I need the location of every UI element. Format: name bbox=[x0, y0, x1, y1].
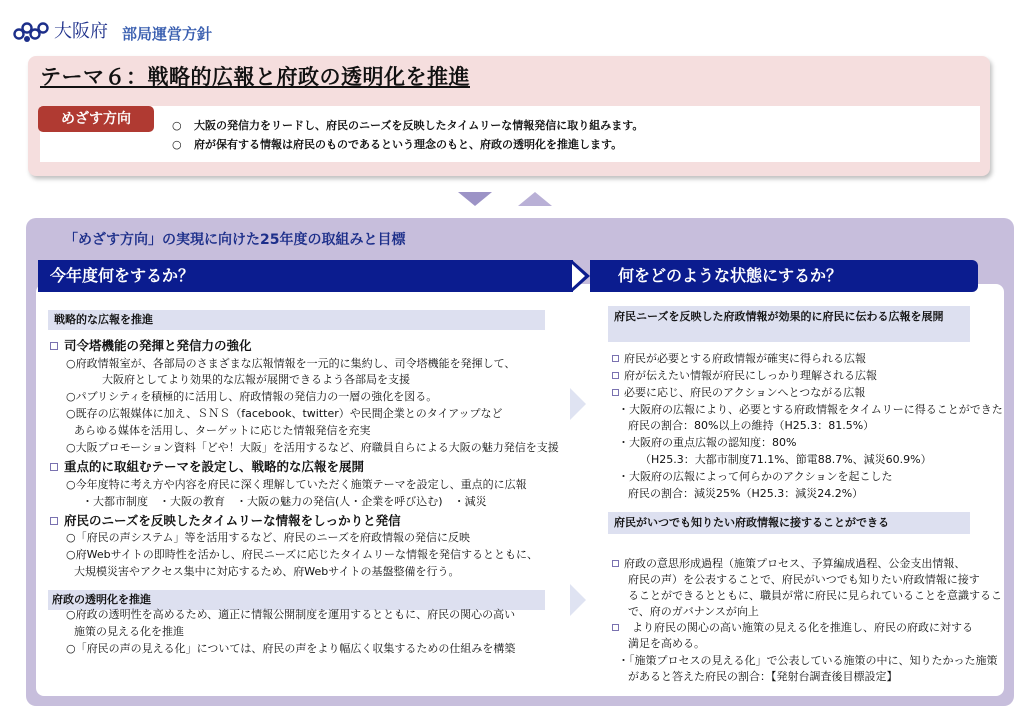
goal-line: で、府のガバナンスが向上 bbox=[628, 605, 759, 618]
square-bullet-icon bbox=[612, 372, 619, 379]
aim-item-text: 大阪の発信力をリードし、府民のニーズを反映したタイムリーな情報発信に取り組みます。 bbox=[194, 119, 644, 132]
aim-item-text: 府が保有する情報は府民のものであるという理念のもと、府政の透明化を推進します。 bbox=[194, 138, 623, 151]
aim-label: めざす方向 bbox=[38, 106, 154, 132]
left-column-title: 今年度何をするか？ bbox=[50, 266, 195, 285]
goal-item bbox=[612, 352, 866, 366]
dept-title: 部局運営方針 bbox=[122, 25, 213, 43]
goal-line: ・「施策プロセスの見える化」で公表している施策の中に、知りたかった施策 bbox=[618, 654, 998, 667]
goal-line: 府民の割合：減災25%（H25.3：減災24.2%） bbox=[628, 487, 864, 500]
goal-line: ることができるとともに、職員が常に府民に見られていることを意識するこ bbox=[628, 589, 1002, 602]
item-line: ○今年度特に考え方や内容を府民に深く理解していただく施策テーマを設定し、重点的に広報 bbox=[66, 478, 527, 491]
item-line: ○府政の透明性を高めるため、適正に情報公開制度を運用するとともに、府民の関心の高い bbox=[66, 608, 516, 621]
goal-line: 府民の割合：80%以上の維持（H25.3：81.5%） bbox=[628, 419, 875, 432]
goal-line: ・大阪府の広報により、必要とする府政情報をタイムリーに得ることができた bbox=[618, 403, 1003, 416]
section-band-strategic-pr: 戦略的な広報を推進 bbox=[48, 310, 545, 330]
plan-heading: 「めざす方向」の実現に向けた25年度の取組みと目標 bbox=[64, 232, 406, 248]
item-heading bbox=[50, 338, 252, 354]
goal-item-text: より府民の関心の高い施策の見える化を推進し、府民の府政に対する bbox=[632, 621, 973, 634]
square-bullet-icon bbox=[50, 342, 58, 350]
item-line: ○大阪プロモーション資料「どや！大阪」を活用するなど、府職員自らによる大阪の魅力発信を支援 bbox=[66, 441, 559, 454]
item-line: ○府政情報室が、各部局のさまざまな広報情報を一元的に集約し、司令塔機能を発揮して、 bbox=[66, 357, 516, 370]
aim-panel bbox=[40, 106, 980, 162]
goal-line: ・大阪府の広報によって何らかのアクションを起こした bbox=[618, 470, 893, 483]
item-heading bbox=[50, 513, 401, 529]
goal-item bbox=[612, 621, 973, 635]
item-heading bbox=[50, 459, 364, 475]
item-line: ○「府民の声の見える化」については、府民の声をより幅広く収集するための仕組みを構築 bbox=[66, 642, 516, 655]
right-arrow-icon bbox=[570, 584, 586, 616]
item-heading-text: 府民のニーズを反映したタイムリーな情報をしっかりと発信 bbox=[64, 513, 401, 528]
square-bullet-icon bbox=[50, 463, 58, 471]
chevron-right-icon bbox=[572, 260, 590, 292]
square-bullet-icon bbox=[50, 517, 58, 525]
goal-line: があると答えた府民の割合：【発射台調査後目標設定】 bbox=[628, 670, 898, 683]
goal-line: （H25.3：大都市制度71.1%、節電88.7%、減災60.9%） bbox=[640, 453, 932, 466]
item-line: 施策の見える化を推進 bbox=[74, 625, 184, 638]
item-line: ○「府民の声システム」等を活用するなど、府民のニーズを府政情報の発信に反映 bbox=[66, 531, 470, 544]
section-band-effective-pr: 府民ニーズを反映した府政情報が効果的に府民に伝わる広報を展開 bbox=[608, 306, 970, 342]
aim-item bbox=[172, 137, 622, 153]
section-band-transparency: 府政の透明化を推進 bbox=[48, 590, 545, 610]
goal-item bbox=[612, 369, 877, 383]
item-heading-text: 司令塔機能の発揮と発信力の強化 bbox=[64, 338, 252, 353]
goal-item-text: 必要に応じ、府民のアクションへとつながる広報 bbox=[624, 386, 866, 399]
osaka-prefecture-emblem-icon bbox=[12, 20, 52, 44]
aim-item bbox=[172, 118, 643, 134]
item-line: ○府Webサイトの即時性を活かし、府民ニーズに応じたタイムリーな情報を発信するとともに、 bbox=[66, 548, 539, 561]
square-bullet-icon bbox=[612, 560, 619, 567]
down-arrow-icon bbox=[458, 192, 492, 206]
square-bullet-icon bbox=[612, 389, 619, 396]
square-bullet-icon bbox=[612, 355, 619, 362]
org-name: 大阪府 bbox=[54, 21, 108, 42]
goal-item bbox=[612, 386, 865, 400]
right-arrow-icon bbox=[570, 388, 586, 420]
goal-item bbox=[612, 557, 965, 571]
section-band-access: 府民がいつでも知りたい府政情報に接することができる bbox=[608, 512, 970, 534]
goal-item-text: 府が伝えたい情報が府民にしっかり理解される広報 bbox=[624, 369, 877, 382]
goal-item-text: 府政の意思形成過程（施策プロセス、予算編成過程、公金支出情報、 bbox=[624, 557, 966, 570]
goal-line: 府民の声）を公表することで、府民がいつでも知りたい府政情報に接す bbox=[628, 573, 980, 586]
item-line: ○既存の広報媒体に加え、ＳＮＳ（facebook、twitter）や民間企業とのタイアップなど bbox=[66, 407, 503, 420]
theme-title: テーマ６：戦略的広報と府政の透明化を推進 bbox=[40, 65, 470, 89]
item-line: あらゆる媒体を活用し、ターゲットに応じた情報発信を充実 bbox=[74, 424, 371, 437]
square-bullet-icon bbox=[612, 624, 619, 631]
aim-item-marker: ○ bbox=[172, 138, 182, 151]
item-line: 大規模災害やアクセス集中に対応するため、府Webサイトの基盤整備を行う。 bbox=[74, 565, 460, 578]
item-line: ○パブリシティを積極的に活用し、府政情報の発信力の一層の強化を図る。 bbox=[66, 390, 438, 403]
item-heading-text: 重点的に取組むテーマを設定し、戦略的な広報を展開 bbox=[64, 459, 365, 474]
item-line: ・大都市制度 ・大阪の教育 ・大阪の魅力の発信(人・企業を呼び込む) ・減災 bbox=[82, 495, 487, 508]
goal-line: 満足を高める。 bbox=[628, 637, 705, 650]
item-line: 大阪府としてより効果的な広報が展開できるよう各部局を支援 bbox=[102, 373, 410, 386]
goal-line: ・大阪府の重点広報の認知度：80% bbox=[618, 436, 797, 449]
aim-item-marker: ○ bbox=[172, 119, 182, 132]
goal-item-text: 府民が必要とする府政情報が確実に得られる広報 bbox=[624, 352, 866, 365]
right-column-title: 何をどのような状態にするか？ bbox=[618, 266, 843, 285]
up-arrow-icon bbox=[518, 192, 552, 206]
